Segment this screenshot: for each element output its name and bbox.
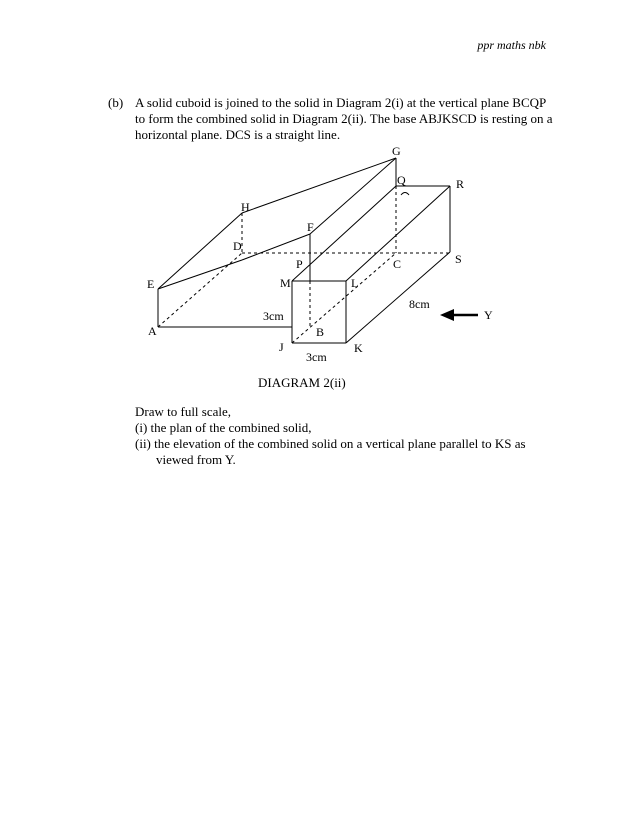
- view-arrowhead: [440, 309, 454, 321]
- edge: [158, 260, 242, 289]
- edge: [242, 158, 396, 213]
- instructions: [135, 404, 526, 468]
- vertex-label-h: H: [241, 200, 250, 214]
- edge: [158, 213, 242, 289]
- vertex-label-r: R: [456, 177, 465, 191]
- instructions-intro: Draw to full scale,: [135, 404, 232, 419]
- page-header: ppr maths nbk: [477, 38, 546, 52]
- vertex-label-c: C: [393, 257, 402, 271]
- vertex-label-p: P: [296, 257, 303, 271]
- diagram-caption: DIAGRAM 2(ii): [258, 375, 346, 390]
- height-measurement: 3cm: [263, 309, 284, 323]
- instruction-item: (i) the plan of the combined solid,: [135, 420, 312, 435]
- vertex-label-k: K: [354, 341, 363, 355]
- vertex-label-d: D: [233, 239, 242, 253]
- vertex-label-q: Q: [397, 173, 406, 187]
- vertex-label-g: G: [392, 144, 401, 158]
- instruction-item: (ii) the elevation of the combined solid on a vertical plane parallel to KS as: [135, 436, 526, 451]
- question-line: to form the combined solid in Diagram 2(ii). The base ABJKSCD is resting on a: [135, 111, 553, 126]
- vertex-label-f: F: [307, 220, 314, 234]
- question-line: A solid cuboid is joined to the solid in Diagram 2(i) at the vertical plane BCQP: [135, 95, 547, 110]
- vertex-label-l: L: [351, 276, 359, 290]
- edge: [310, 158, 396, 234]
- question-line: horizontal plane. DCS is a straight line.: [135, 127, 341, 142]
- vertex-label-s: S: [455, 252, 462, 266]
- vertex-label-e: E: [147, 277, 155, 291]
- length-measurement: 8cm: [409, 297, 430, 311]
- vertex-label-m: M: [280, 276, 291, 290]
- view-direction-label: Y: [484, 308, 493, 322]
- vertex-mark: [401, 193, 409, 196]
- vertex-label-j: J: [279, 340, 284, 354]
- width-measurement: 3cm: [306, 350, 327, 364]
- instruction-item: viewed from Y.: [156, 452, 236, 467]
- vertex-label-a: A: [148, 324, 157, 338]
- vertex-label-b: B: [316, 325, 325, 339]
- question-number: (b): [108, 95, 124, 110]
